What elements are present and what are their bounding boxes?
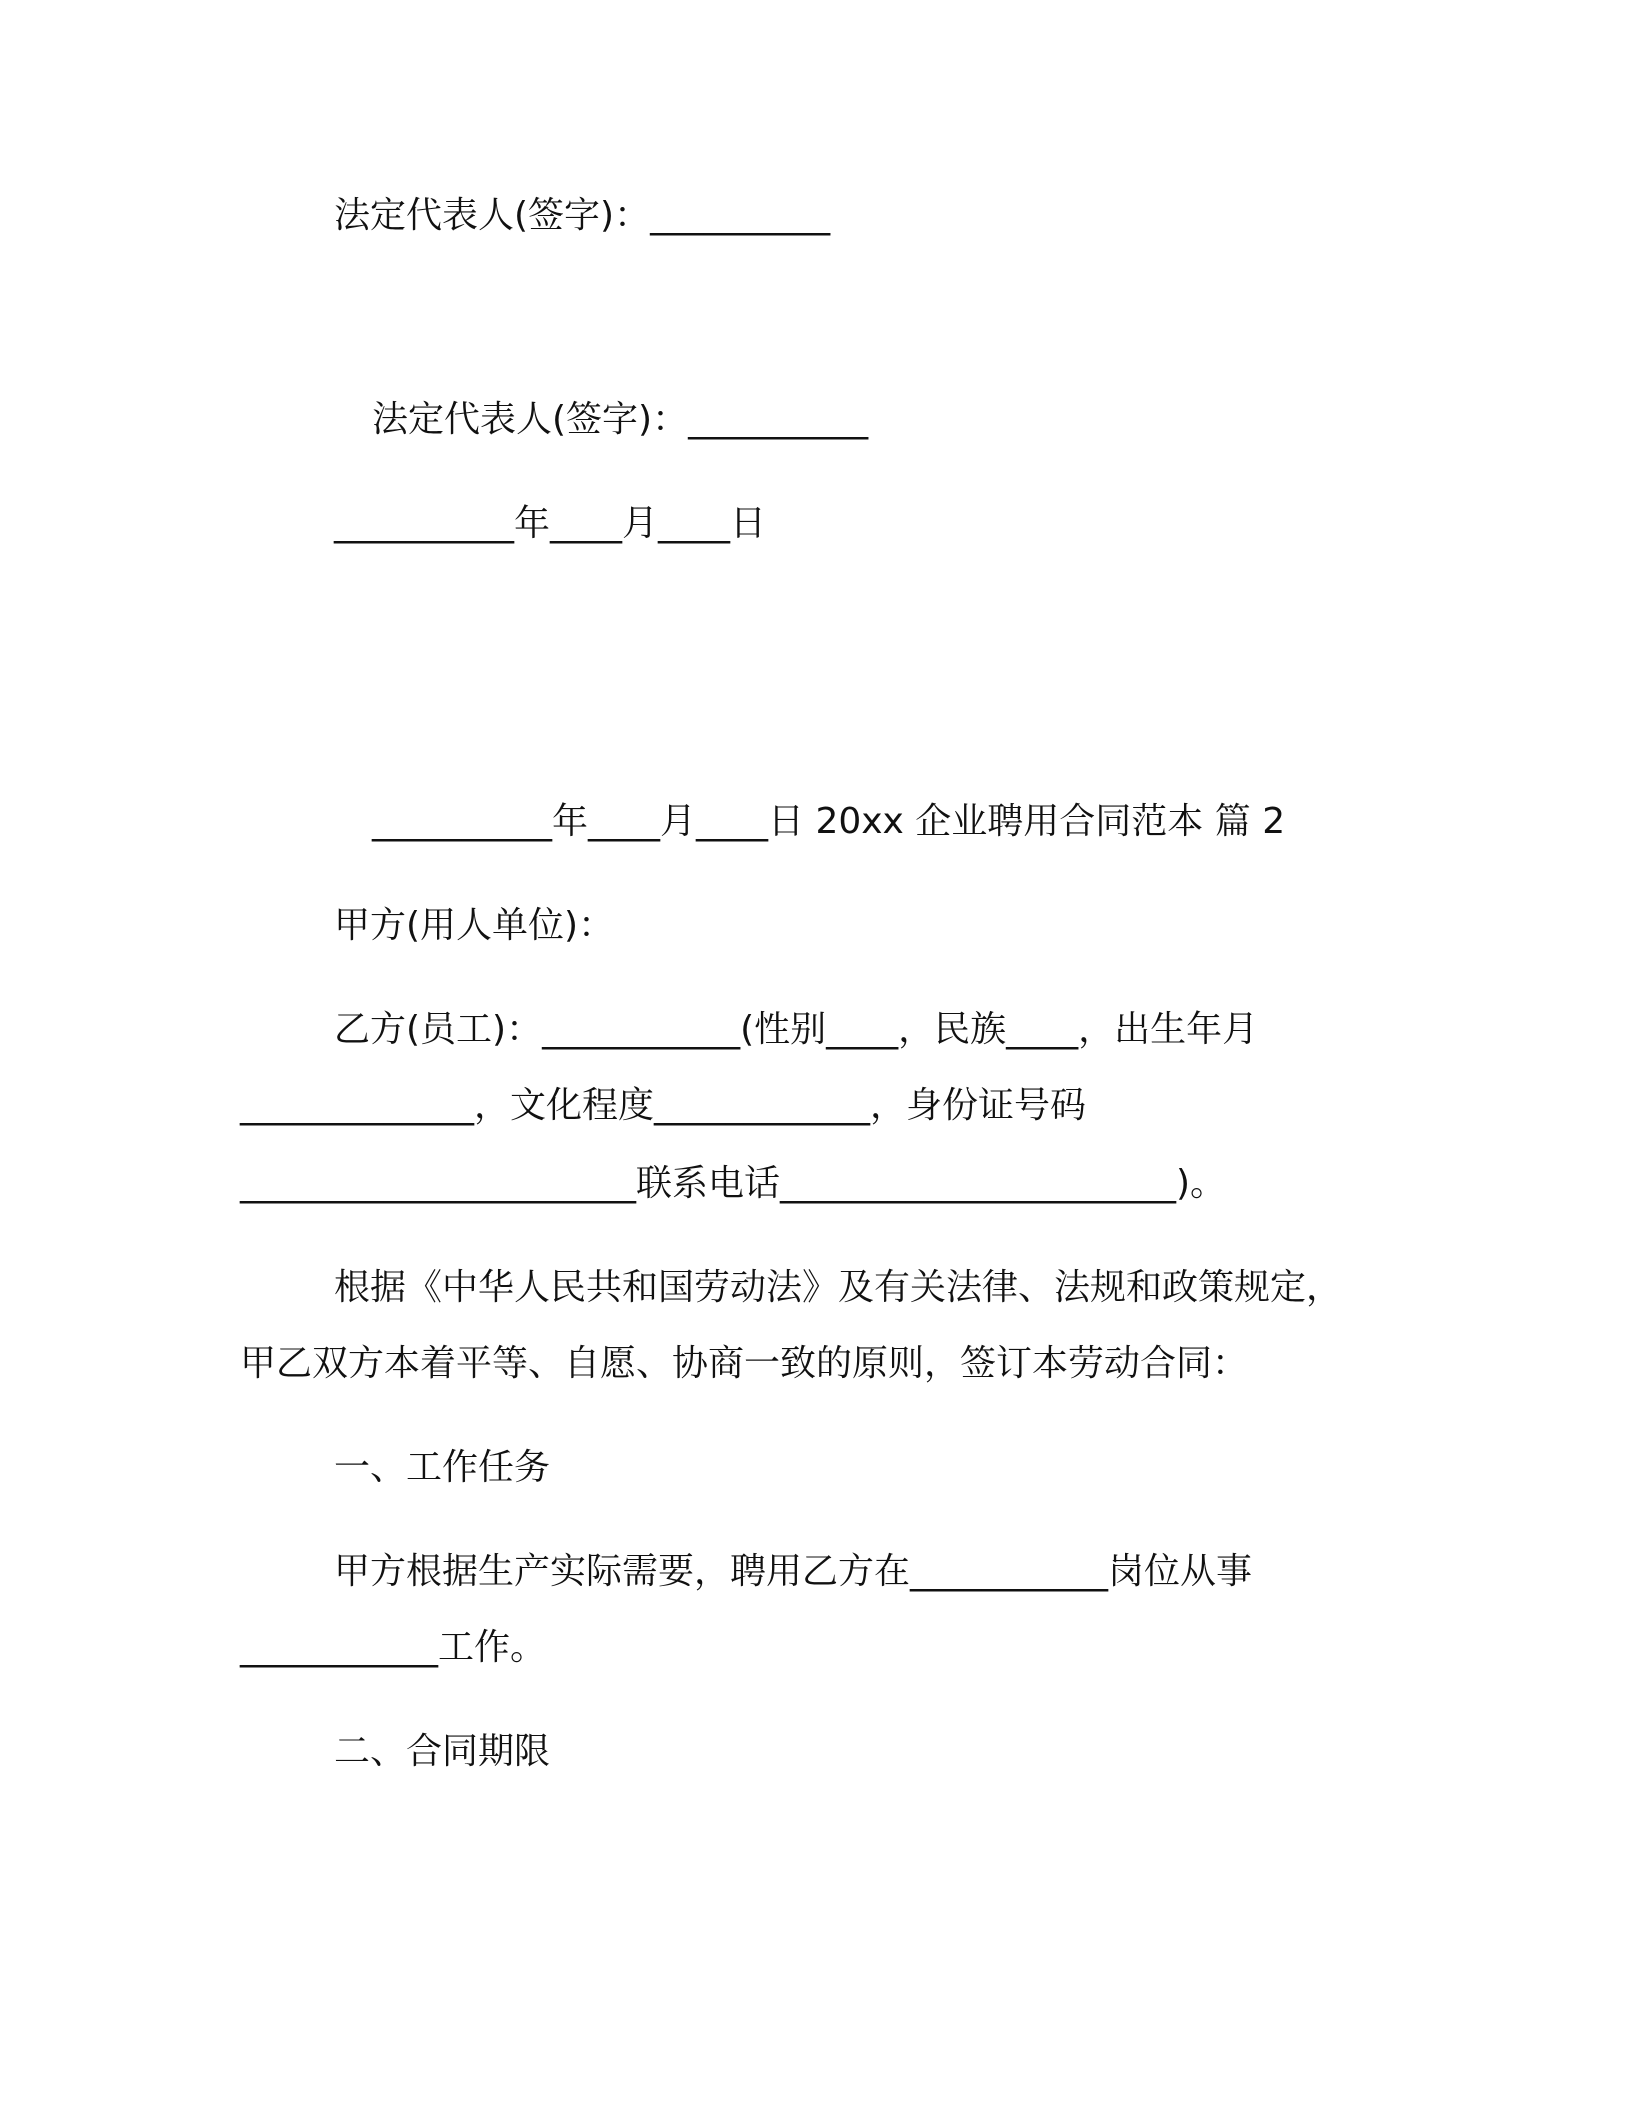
basis-paragraph-line-2: 甲乙双方本着平等、自愿、协商一致的原则，签订本劳动合同： <box>240 1343 1249 1384</box>
party-a-label: 甲方(用人单位)： <box>334 905 615 946</box>
work-task-line-1: 甲方根据生产实际需要，聘用乙方在___________岗位从事 <box>334 1551 1253 1592</box>
signature-line-party-b: 法定代表人(签字)：__________ <box>372 399 869 440</box>
party-b-line-1: 乙方(员工)：___________(性别____，民族____，出生年月 <box>334 1009 1259 1050</box>
signature-line-party-a: 法定代表人(签字)：__________ <box>334 195 831 236</box>
party-b-line-3: ______________________联系电话______________________)。 <box>240 1163 1227 1204</box>
party-b-line-2: _____________，文化程度____________，身份证号码 <box>240 1085 1087 1126</box>
document-date-and-title: __________年____月____日 20xx 企业聘用合同范本 篇 2 <box>372 801 1286 842</box>
section-heading-work-task: 一、工作任务 <box>334 1447 551 1488</box>
basis-paragraph-line-1: 根据《中华人民共和国劳动法》及有关法律、法规和政策规定， <box>334 1267 1343 1308</box>
work-task-line-2: ___________工作。 <box>240 1627 547 1668</box>
section-heading-contract-term: 二、合同期限 <box>334 1731 551 1772</box>
signature-date-line: __________年____月____日 <box>334 503 766 544</box>
